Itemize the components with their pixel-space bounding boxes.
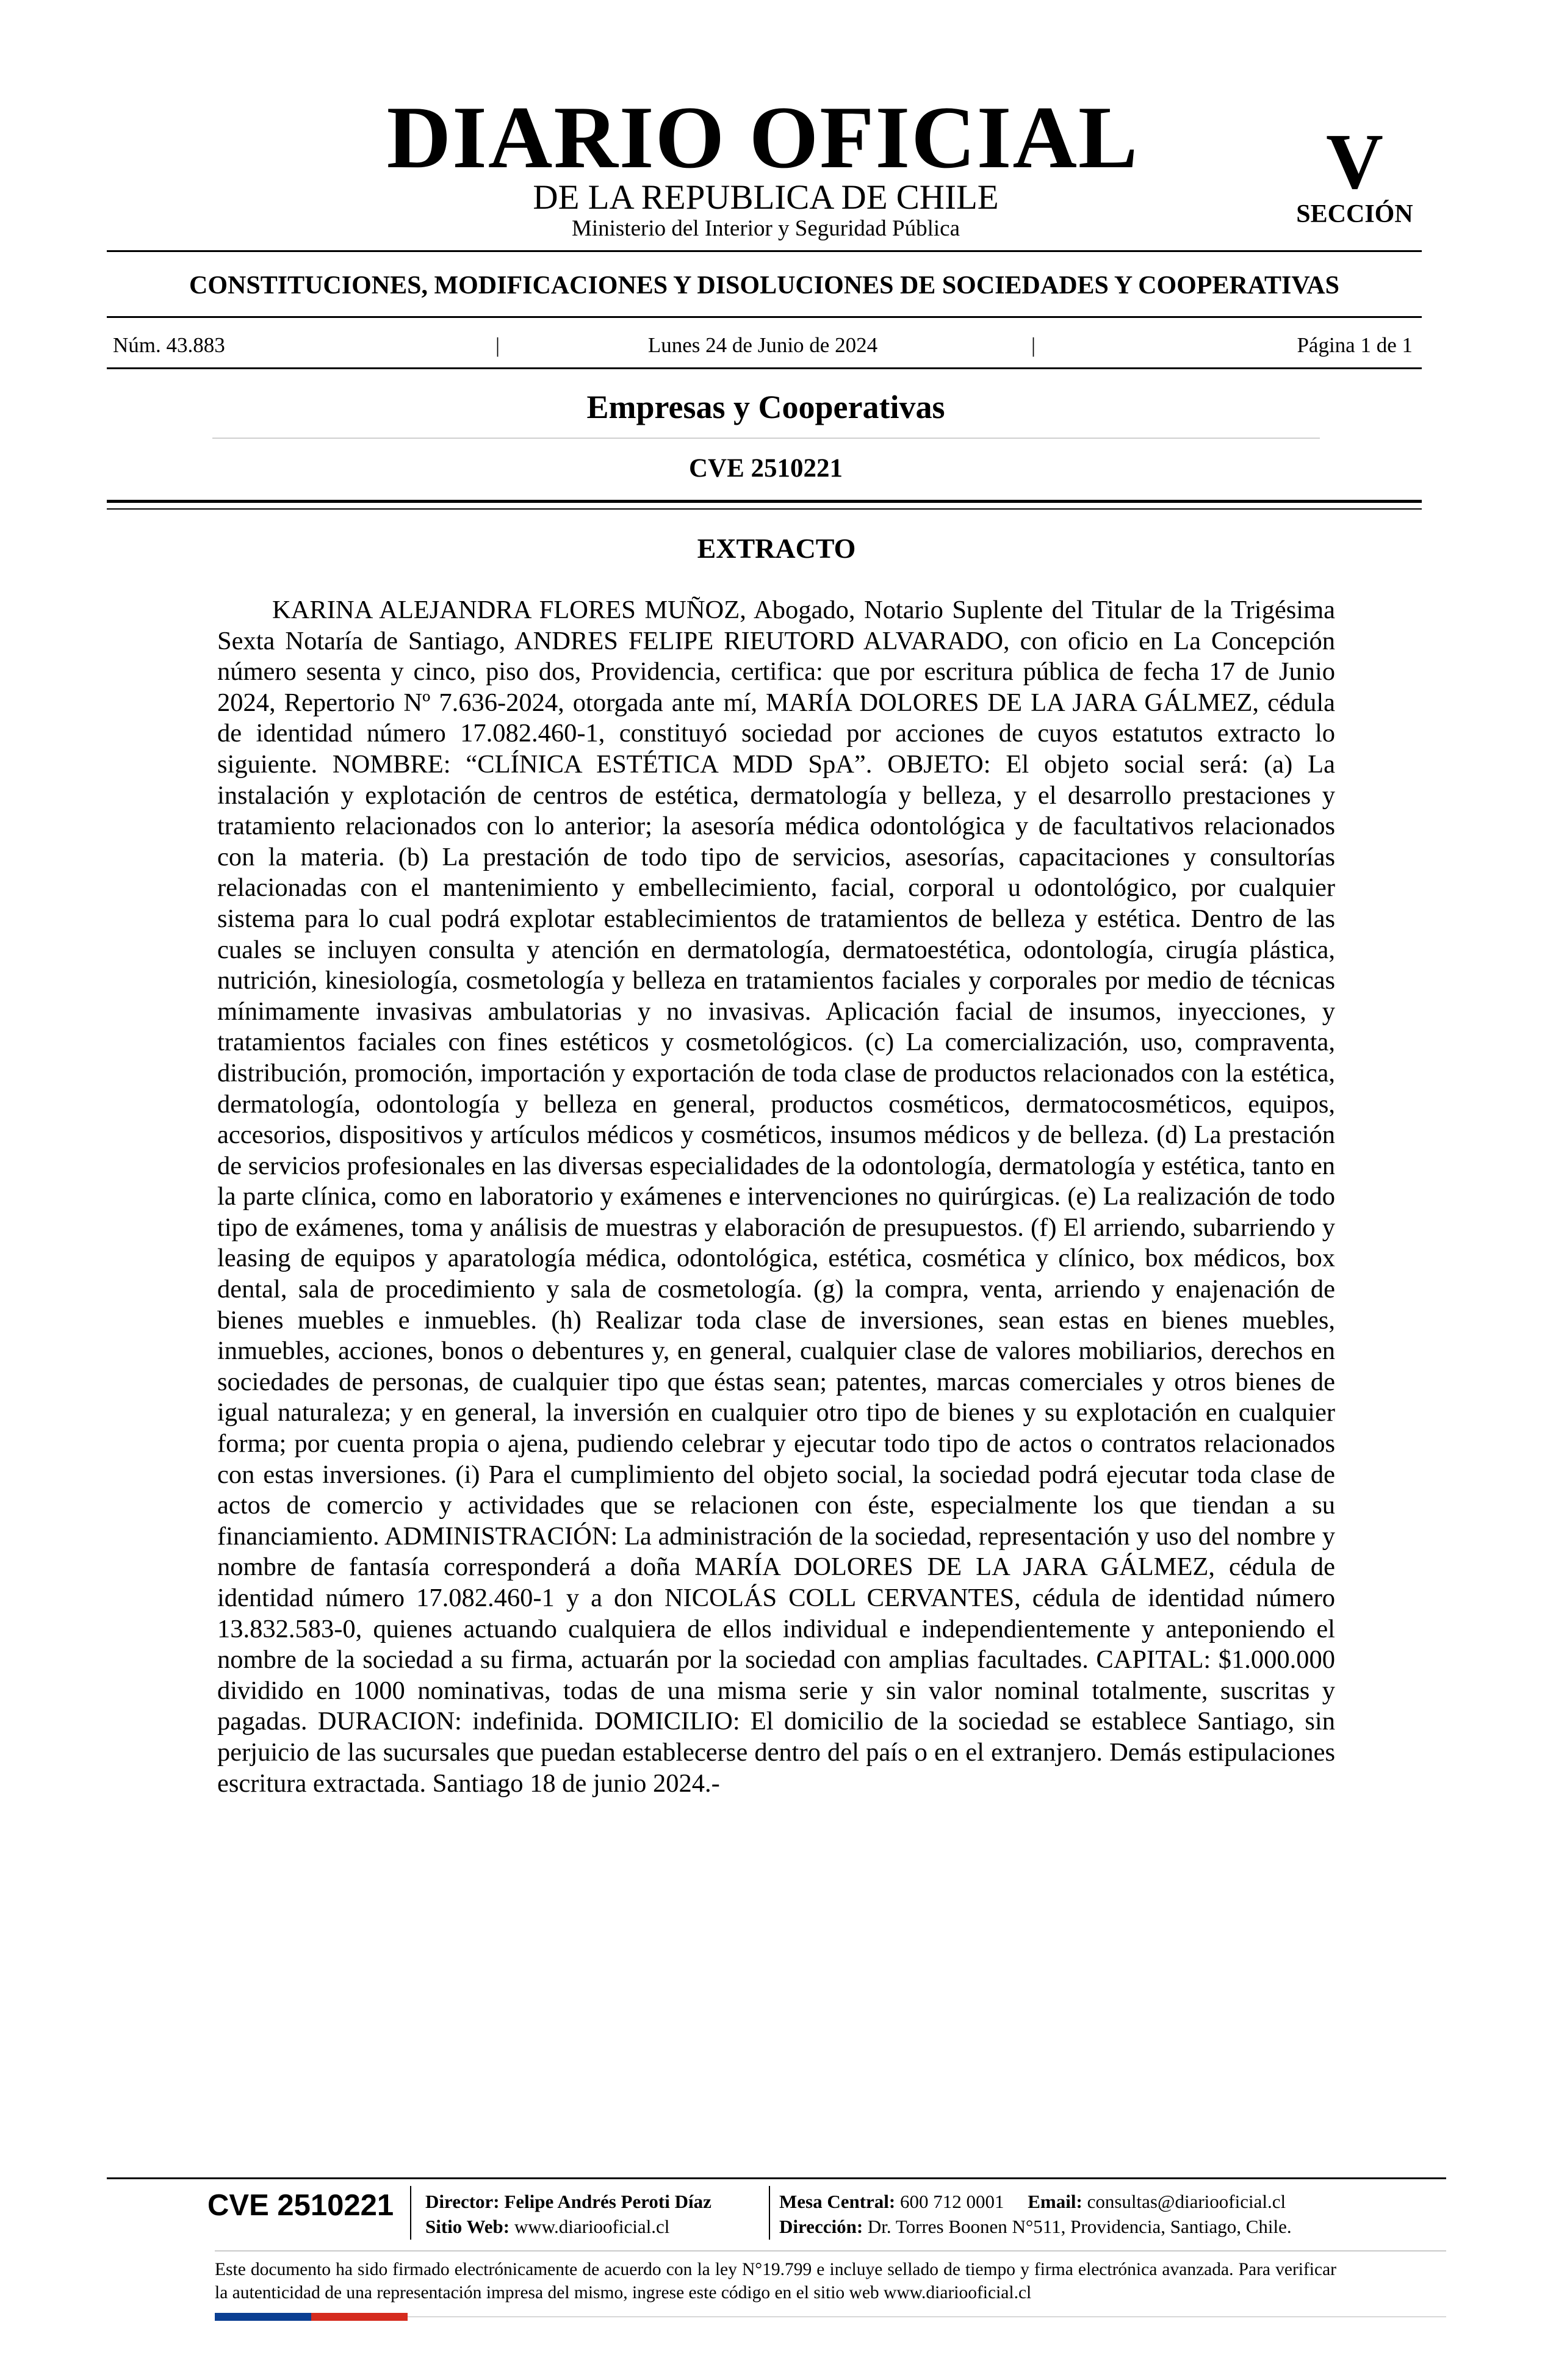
section-number: V [1326, 118, 1383, 206]
meta-separator: | [1031, 333, 1036, 357]
address-text: Dr. Torres Boonen N°511, Providencia, Santiago, Chile. [867, 2216, 1292, 2237]
double-rule-bottom [107, 508, 1422, 510]
masthead-title: DIARIO OFICIAL [386, 88, 1139, 187]
flag-stripe-blue [215, 2313, 311, 2321]
meta-rule [107, 367, 1422, 369]
masthead-rule [107, 250, 1422, 252]
category-rule [212, 438, 1320, 439]
address-label: Dirección: [779, 2216, 863, 2237]
double-rule-top [107, 500, 1422, 503]
director-label: Director: [425, 2191, 500, 2212]
website-link[interactable]: www.diariooficial.cl [514, 2216, 670, 2237]
phone-label: Mesa Central: [779, 2191, 896, 2212]
footer-address [779, 2217, 1292, 2236]
heading-rule [107, 316, 1422, 318]
footer-director [425, 2192, 711, 2211]
email-label: Email: [1028, 2191, 1082, 2212]
footer-contact [779, 2192, 1286, 2211]
section-heading: CONSTITUCIONES, MODIFICACIONES Y DISOLUCIONES DE SOCIEDADES Y COOPERATIVAS [189, 272, 1339, 300]
footer-divider [410, 2186, 411, 2240]
category-title: Empresas y Cooperativas [586, 389, 945, 425]
section-label: SECCIÓN [1296, 200, 1413, 228]
flag-stripe-red [311, 2313, 408, 2321]
footer-cve-code: CVE 2510221 [207, 2189, 394, 2222]
phone-number: 600 712 0001 [900, 2191, 1004, 2212]
page-indicator: Página 1 de 1 [1297, 333, 1413, 357]
masthead-subtitle: DE LA REPUBLICA DE CHILE [533, 178, 999, 217]
director-name: Felipe Andrés Peroti Díaz [504, 2191, 711, 2212]
footer-website [425, 2217, 669, 2236]
email-link[interactable]: consultas@diariooficial.cl [1087, 2191, 1286, 2212]
issue-date: Lunes 24 de Junio de 2024 [647, 333, 878, 357]
cve-code: CVE 2510221 [688, 454, 843, 483]
document-body: KARINA ALEJANDRA FLORES MUÑOZ, Abogado, Notario Suplente del Titular de la Trigésima Sexta Notaría de Santiago, ANDRES FELIPE RIEUTORD ALVARADO, con oficio en La Concepción número sesenta y cinco, piso dos, Providencia, certifica: que por escritura pública de fecha 17 de Junio 2024, Repertorio Nº 7.636-2024, otorgada ante mí, MARÍA DOLORES DE LA JARA GÁLMEZ, cédula de identidad número 17.082.460-1, constituyó sociedad por acciones de cuyos estatutos extracto lo siguiente. NOMBRE: “CLÍNICA ESTÉTICA MDD SpA”. OBJETO: El objeto social será: (a) La instalación y explotación de centros de estética, dermatología y belleza, y el desarrollo prestaciones y tratamiento relacionados con lo anterior; la asesoría médica odontológica y de facultativos relacionados con la materia. (b) La prestación de todo tipo de servicios, asesorías, capacitaciones y consultorías relacionadas con el mantenimiento y embellecimiento, facial, corporal u odontológico, por cualquier sistema para lo cual podrá explotar establecimientos de tratamientos de belleza y estética. Dentro de las cuales se incluyen consulta y atención en dermatología, dermatoestética, odontología, cirugía plástica, nutrición, kinesiología, cosmetología y belleza en tratamientos faciales y corporales por medio de técnicas mínimamente invasivas ambulatorias y no invasivas. Aplicación facial de insumos, inyecciones, y tratamientos faciales con fines estéticos y cosmetológicos. (c) La comercialización, uso, compraventa, distribución, promoción, importación y exportación de toda clase de productos relacionados con la estética, dermatología, odontología y belleza en general, productos cosméticos, dermatocosméticos, equipos, accesorios, dispositivos y artículos médicos y cosméticos, insumos médicos y de belleza. (d) La prestación de servicios profesionales en las diversas especialidades de la odontología, dermatología y estética, tanto en la parte clínica, como en laboratorio y exámenes e intervenciones no quirúrgicas. (e) La realización de todo tipo de exámenes, toma y análisis de muestras y elaboración de presupuestos. (f) El arriendo, subarriendo y leasing de equipos y aparatología médica, odontológica, estética, cosmética y clínico, box médicos, box dental, sala de procedimiento y sala de cosmetología. (g) la compra, venta, arriendo y enajenación de bienes muebles e inmuebles. (h) Realizar toda clase de inversiones, sean estas en bienes muebles, inmuebles, acciones, bonos o debentures y, en general, cualquier clase de valores mobiliarios, derechos en sociedades de personas, de cualquier tipo que éstas sean; patentes, marcas comerciales y otros bienes de igual naturaleza; y en general, la inversión en cualquier otro tipo de bienes y su explotación en cualquier forma; por cuenta propia o ajena, pudiendo celebrar y ejecutar todo tipo de actos o contratos relacionados con estas inversiones. (i) Para el cumplimiento del objeto social, la sociedad podrá ejecutar toda clase de actos de comercio y actividades que se relacionen con éste, especialmente los que tiendan a su financiamiento. ADMINISTRACIÓN: La administración de la sociedad, representación y uso del nombre y nombre de fantasía corresponderá a doña MARÍA DOLORES DE LA JARA GÁLMEZ, cédula de identidad número 17.082.460-1 y a don NICOLÁS COLL CERVANTES, cédula de identidad número 13.832.583-0, quienes actuando cualquiera de ellos individual e independientemente y anteponiendo el nombre de la sociedad a su firma, actuarán por la sociedad con amplias facultades. CAPITAL: $1.000.000 dividido en 1000 nominativas, todas de una misma serie y sin valor nominal totalmente, suscritas y pagadas. DURACION: indefinida. DOMICILIO: El domicilio de la sociedad se establece Santiago, sin perjuicio de las sucursales que puedan establecerse dentro del país o en el extranjero. Demás estipulaciones escritura extractada. Santiago 18 de junio 2024.- [217, 596, 1335, 1798]
footer-divider [769, 2186, 770, 2240]
footer-rule [107, 2177, 1446, 2179]
masthead-ministry: Ministerio del Interior y Seguridad Pública [571, 216, 960, 241]
issue-number: Núm. 43.883 [113, 333, 225, 357]
meta-separator: | [495, 333, 500, 357]
legal-notice: Este documento ha sido firmado electrónicamente de acuerdo con la ley N°19.799 e incluye sellado de tiempo y firma electrónica avanzada. Para verificar la autenticidad de una representación impresa del mismo, ingrese este código en el sitio web www.diariooficial.cl [215, 2260, 1336, 2302]
document-title: EXTRACTO [697, 533, 856, 564]
website-label: Sitio Web: [425, 2216, 510, 2237]
